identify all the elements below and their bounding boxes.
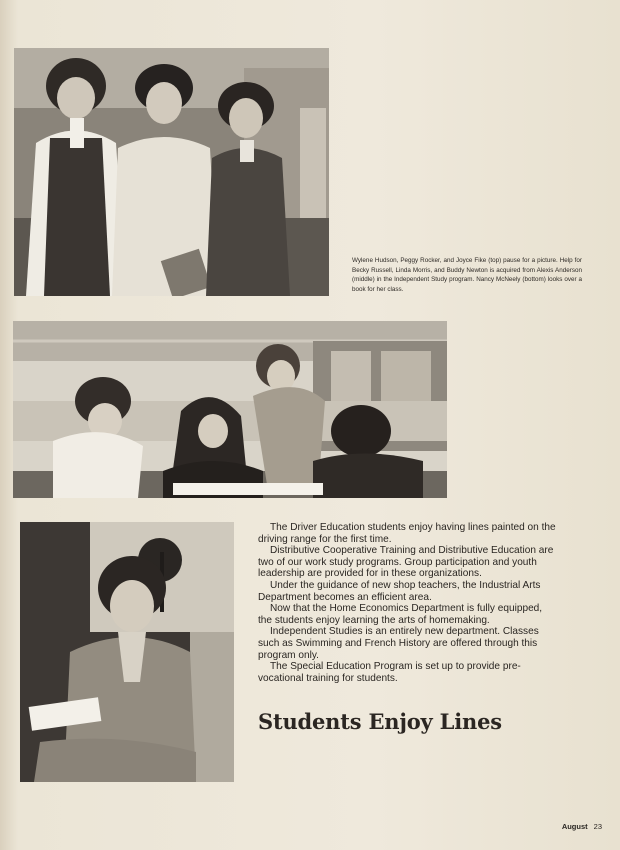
paragraph-home-economics: Now that the Home Economics Department is fully equipped, the students enjoy learning the arts of homemaking.: [258, 603, 543, 626]
page-headline: Students Enjoy Lines: [258, 709, 502, 734]
top-photo-image: [14, 48, 329, 296]
paragraph-work-study: Distributive Cooperative Training and Distributive Education are two of our work study programs. Group participation and youth leadership are provided for in these organizations.: [258, 545, 554, 580]
folio-month: August: [561, 822, 588, 831]
photo-caption: Wylene Hudson, Peggy Rocker, and Joyce Fike (top) pause for a picture. Help for Becky Russell, Linda Morris, and Buddy Newton is acquired from Alexis Anderson (middle) in the Independent Study program. Nancy McNeely (bottom) looks over a book for her class.: [352, 257, 582, 293]
middle-photo-image: [13, 321, 447, 498]
paragraph-driver-education: The Driver Education students enjoy having lines painted on the driving range for the first time.: [258, 522, 556, 545]
paragraph-industrial-arts: Under the guidance of new shop teachers, the Industrial Arts Department becomes an efficient area.: [258, 579, 541, 603]
page-folio: [540, 822, 602, 831]
bottom-photo-image: [20, 522, 234, 782]
folio-page-number: 23: [593, 822, 602, 831]
bottom-photo: [20, 522, 234, 782]
middle-photo: [13, 321, 447, 498]
top-photo: [14, 48, 329, 296]
paragraph-independent-studies: Independent Studies is an entirely new department. Classes such as Swimming and French History are offered through this program only.: [258, 626, 539, 661]
paragraph-special-education: The Special Education Program is set up to provide pre-vocational training for students.: [258, 661, 521, 684]
article-body: [258, 522, 556, 684]
